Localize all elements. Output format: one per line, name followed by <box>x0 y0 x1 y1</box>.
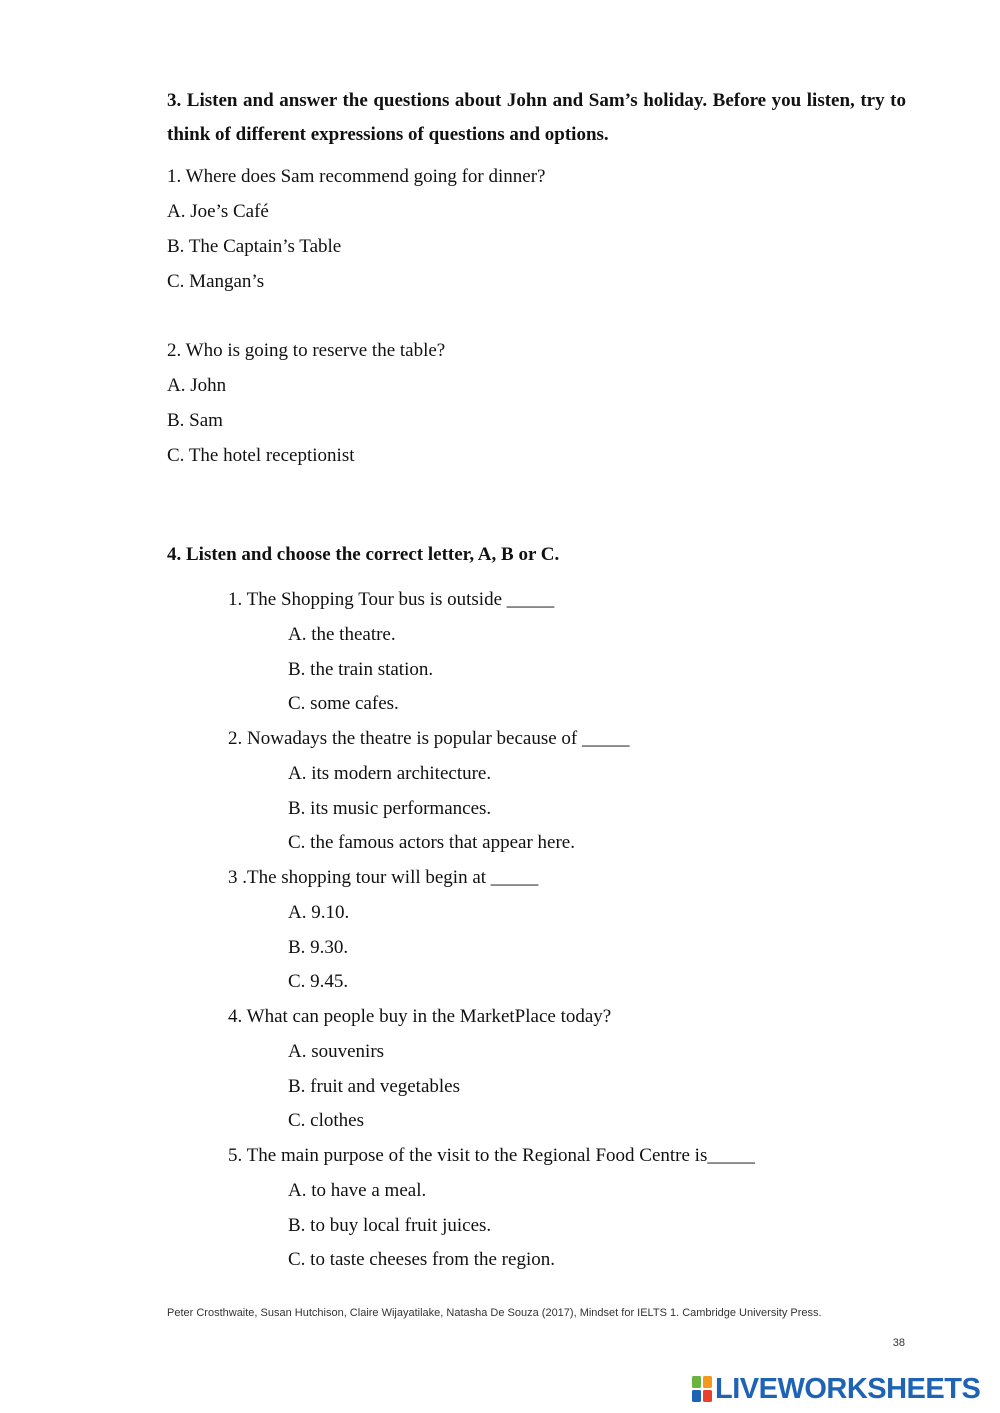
logo-wordmark: LIVEWORKSHEETS <box>715 1372 981 1405</box>
s4-q3-option-b: B. 9.30. <box>288 937 349 958</box>
s4-q3-option-a: A. 9.10. <box>288 902 350 923</box>
s3-q1-option-c: C. Mangan’s <box>167 271 265 292</box>
s4-q5-option-a: A. to have a meal. <box>288 1180 427 1201</box>
s4-question-4: 4. What can people buy in the MarketPlace today? <box>228 1006 612 1027</box>
liveworksheets-logo-icon <box>692 1376 712 1402</box>
liveworksheets-logo <box>692 1371 980 1407</box>
s4-q1-option-c: C. some cafes. <box>288 693 399 714</box>
s4-q4-option-a: A. souvenirs <box>288 1041 385 1062</box>
s4-q2-option-b: B. its music performances. <box>288 798 492 819</box>
s4-q2-option-c: C. the famous actors that appear here. <box>288 832 575 853</box>
s4-question-5: 5. The main purpose of the visit to the Regional Food Centre is_____ <box>228 1145 755 1166</box>
page-number: 38 <box>892 1337 905 1349</box>
s4-q5-option-b: B. to buy local fruit juices. <box>288 1215 492 1236</box>
s3-q2-option-c: C. The hotel receptionist <box>167 445 355 466</box>
s4-q3-option-c: C. 9.45. <box>288 971 349 992</box>
s4-question-3: 3 .The shopping tour will begin at _____ <box>228 867 539 888</box>
section4-heading: 4. Listen and choose the correct letter, A, B or C. <box>167 544 560 565</box>
s4-q5-option-c: C. to taste cheeses from the region. <box>288 1249 555 1270</box>
s4-question-2: 2. Nowadays the theatre is popular because of _____ <box>228 728 630 749</box>
s4-q4-option-b: B. fruit and vegetables <box>288 1076 461 1097</box>
s4-q1-option-a: A. the theatre. <box>288 624 396 645</box>
section3-heading: 3. Listen and answer the questions about John and Sam’s holiday. Before you listen, try to think of different expressions of questions and options. <box>167 90 906 145</box>
s4-question-1: 1. The Shopping Tour bus is outside _____ <box>228 589 555 610</box>
s3-question-1: 1. Where does Sam recommend going for dinner? <box>167 166 546 187</box>
s3-question-2: 2. Who is going to reserve the table? <box>167 340 446 361</box>
s4-q1-option-b: B. the train station. <box>288 659 434 680</box>
s4-q4-option-c: C. clothes <box>288 1110 364 1131</box>
s3-q2-option-a: A. John <box>167 375 227 396</box>
s3-q2-option-b: B. Sam <box>167 410 223 431</box>
s4-q2-option-a: A. its modern architecture. <box>288 763 492 784</box>
s3-q1-option-a: A. Joe’s Café <box>167 201 269 222</box>
s3-q1-option-b: B. The Captain’s Table <box>167 236 342 257</box>
source-credit: Peter Crosthwaite, Susan Hutchison, Claire Wijayatilake, Natasha De Souza (2017), Mindset for IELTS 1. Cambridge University Press. <box>167 1307 822 1319</box>
